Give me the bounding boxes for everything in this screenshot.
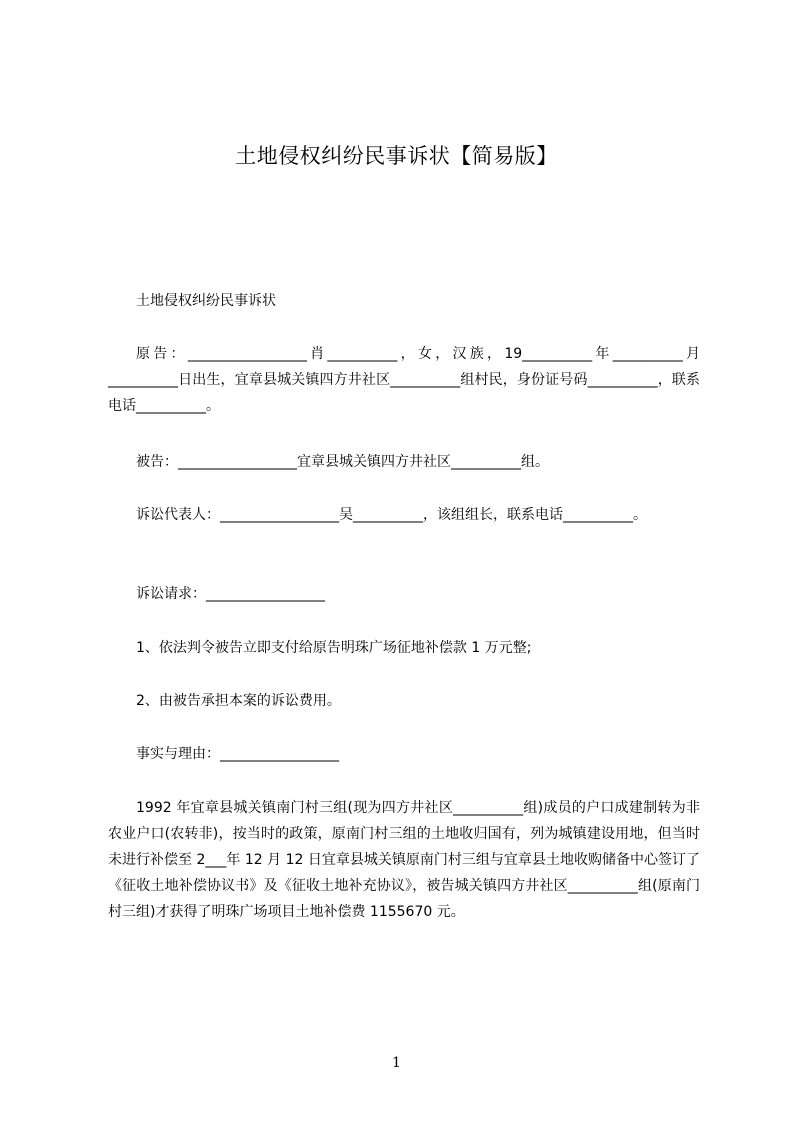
facts-paragraph: 1992 年宜章县城关镇南门村三组(现为四方井社区__________组)成员的户口成建制转为非农业户口(农转非)，按当时的政策，原南门村三组的土地收归国有，列为城镇建设用地，但当时未进行补偿至 2___年 12 月 12 日宜章县城关镇原南门村三组与宜章县土地收购储备中心签订了《征收土地补偿协议书》及《征收土地补充协议》，被告城关镇四方井社区__________组(原南门村三组)才获得了明珠广场项目土地补偿费 1155670 元。 (108, 800, 700, 920)
claim-item-1: 1、依法判令被告立即支付给原告明珠广场征地补偿款 1 万元整; (136, 640, 532, 656)
document-title: 土地侵权纠纷民事诉状【简易版】 (235, 144, 558, 168)
claims-heading: 诉讼请求：_________________ (136, 586, 325, 602)
plaintiff-paragraph: 原告：_________________肖__________，女，汉族，19__________年__________月__________日出生，宜章县城关镇四方井社区__________组村民，身份证号码__________，联系电话__________。 (108, 346, 700, 414)
page-number: 1 (392, 1055, 401, 1071)
facts-heading: 事实与理由：_________________ (136, 746, 339, 762)
defendant-paragraph: 被告：_________________宜章县城关镇四方井社区__________组。 (136, 454, 549, 470)
section-heading: 土地侵权纠纷民事诉状 (136, 293, 276, 309)
representative-paragraph: 诉讼代表人：_________________吴__________，该组组长，联系电话__________。 (136, 507, 647, 523)
claim-item-2: 2、由被告承担本案的诉讼费用。 (136, 693, 341, 709)
